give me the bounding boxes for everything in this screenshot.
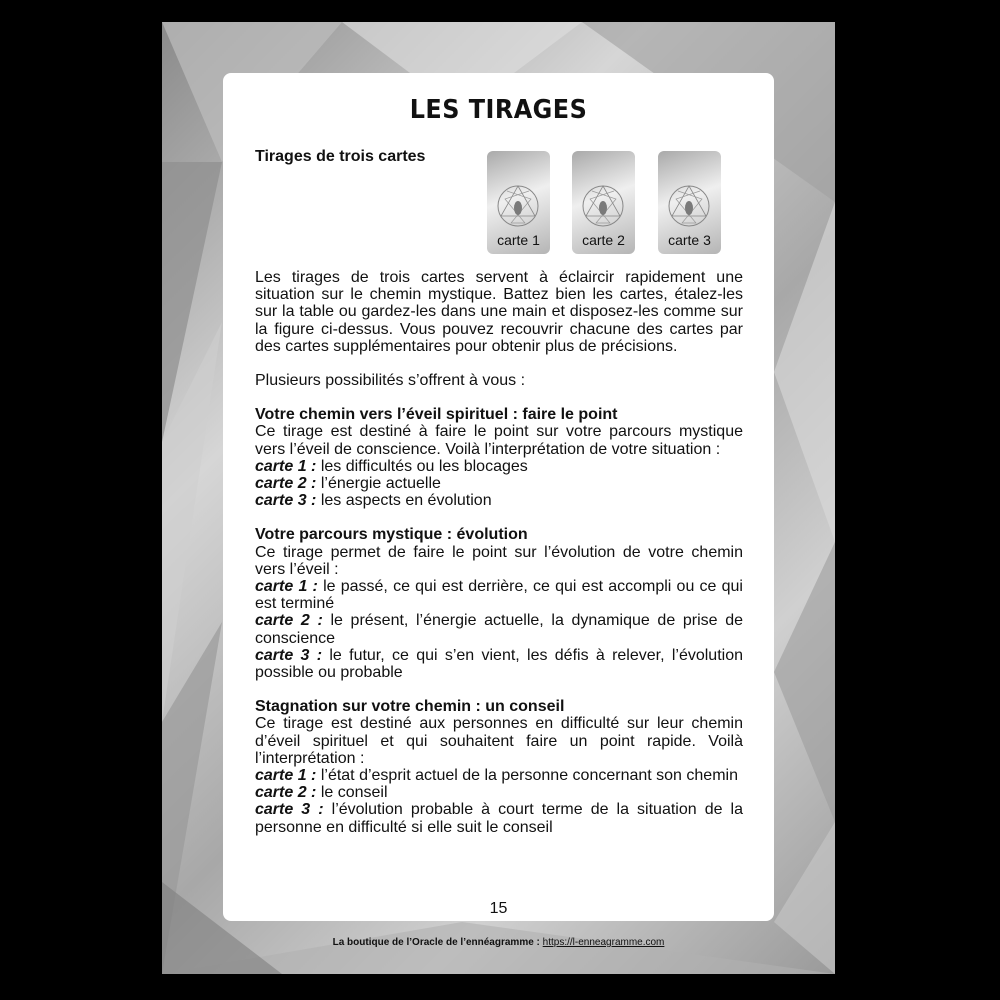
item-text: les difficultés ou les blocages (320, 457, 528, 475)
tarot-card-3 (658, 151, 721, 254)
list-item (255, 492, 743, 509)
tarot-card-1 (487, 151, 550, 254)
item-text: l’évolution probable à court terme de la situation de la personne en difficulté si elle suit le conseil (255, 801, 743, 836)
item-text: le futur, ce qui s’en vient, les défis à relever, l’évolution possible ou probable (255, 646, 743, 682)
item-text: le passé, ce qui est derrière, ce qui est accompli ou ce qui est terminé (255, 578, 743, 613)
section-description: Ce tirage est destiné aux personnes en difficulté sur leur chemin d’éveil spirituel et qui souhaitent faire un point rapide. Voilà l’interprétation : (255, 715, 743, 767)
item-key: carte 1 : (255, 767, 317, 785)
item-text: les aspects en évolution (320, 492, 492, 510)
item-key: carte 3 : (255, 801, 324, 819)
item-key: carte 2 : (255, 475, 317, 493)
list-item (255, 784, 743, 801)
footer-label: La boutique de l’Oracle de l’ennéagramme : (332, 937, 540, 948)
possibilities-line: Plusieurs possibilités s’offrent à vous : (255, 372, 526, 390)
footer-link[interactable]: https://l-enneagramme.com (542, 937, 665, 948)
section-description: Ce tirage permet de faire le point sur l’évolution de votre chemin vers l’éveil : (255, 543, 743, 578)
item-key: carte 2 : (255, 612, 323, 630)
page-number: 15 (489, 900, 508, 917)
item-text: l’énergie actuelle (320, 475, 441, 493)
item-key: carte 3 : (255, 646, 323, 664)
list-item (255, 578, 743, 612)
list-item (255, 647, 743, 681)
card-label: carte 2 (582, 232, 625, 248)
section-heading: Votre parcours mystique : évolution (255, 526, 528, 544)
subtitle: Tirages de trois cartes (255, 148, 426, 165)
content-panel (223, 73, 774, 921)
tarot-card-2 (572, 151, 635, 254)
item-text: le présent, l’énergie actuelle, la dynamique de prise de conscience (255, 612, 743, 647)
list-item (255, 612, 743, 646)
section-description: Ce tirage est destiné à faire le point sur votre parcours mystique vers l’éveil de conscience. Voilà l’interprétation de votre situation : (255, 423, 743, 458)
item-key: carte 2 : (255, 784, 317, 802)
section-heading: Stagnation sur votre chemin : un conseil (255, 698, 565, 716)
body-text (255, 269, 743, 836)
card-label: carte 3 (668, 232, 711, 248)
list-item (255, 458, 743, 475)
section-heading: Votre chemin vers l’éveil spirituel : faire le point (255, 406, 618, 424)
item-text: le conseil (320, 784, 388, 802)
card-label: carte 1 (497, 232, 540, 248)
list-item (255, 475, 743, 492)
item-key: carte 1 : (255, 457, 317, 475)
list-item (255, 801, 743, 835)
intro-paragraph: Les tirages de trois cartes servent à éclaircir rapidement une situation sur le chemin mystique. Battez bien les cartes, étalez-les sur la table ou gardez-les dans une main et disposez-les comme sur la figure ci-dessus. Vous pouvez recouvrir chacune des cartes par des cartes supplémentaires pour obtenir plus de précisions. (255, 269, 743, 355)
footer (162, 937, 835, 948)
list-item (255, 767, 743, 784)
page-title: LES TIRAGES (409, 95, 588, 125)
item-key: carte 3 : (255, 492, 317, 510)
item-text: l’état d’esprit actuel de la personne concernant son chemin (320, 767, 738, 785)
item-key: carte 1 : (255, 578, 318, 596)
